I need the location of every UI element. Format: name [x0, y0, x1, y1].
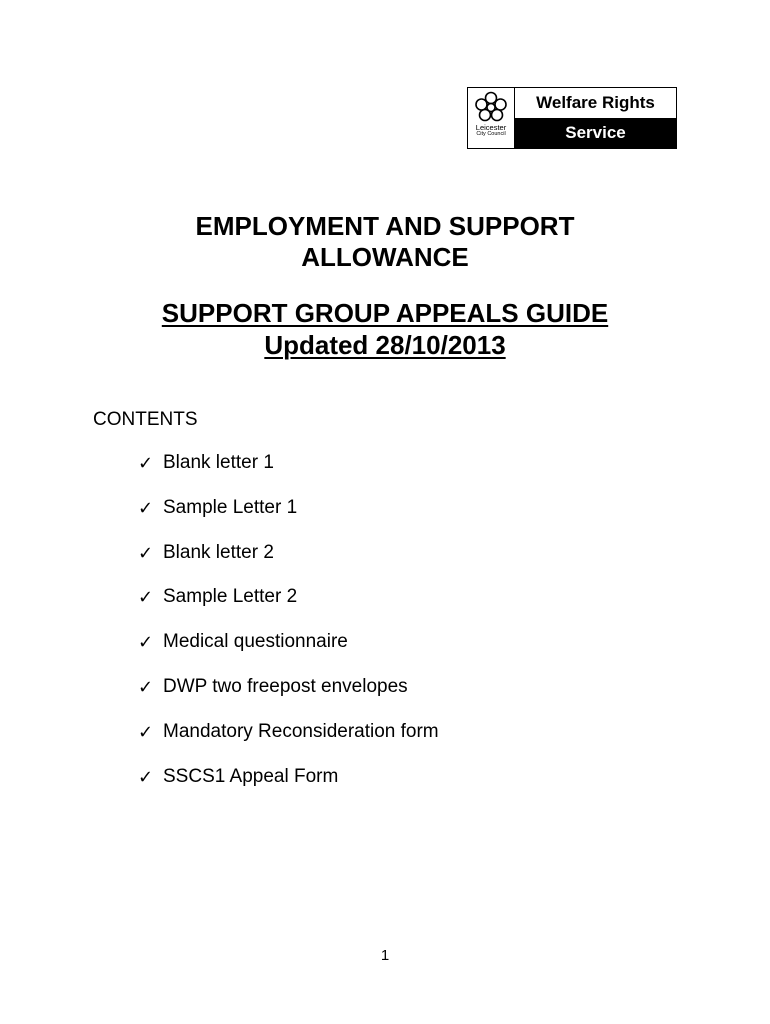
- list-item: [138, 765, 439, 810]
- service-name-line2: Service: [515, 118, 676, 148]
- list-item: [138, 541, 439, 586]
- checkmark-icon: ✓: [138, 453, 154, 473]
- list-item: [138, 630, 439, 675]
- council-name: Leicester: [475, 123, 507, 132]
- document-subtitle-line1: SUPPORT GROUP APPEALS GUIDE: [161, 298, 609, 328]
- contents-list: [138, 451, 439, 809]
- checkmark-icon: ✓: [138, 587, 154, 608]
- checkmark-icon: ✓: [138, 632, 154, 653]
- checkmark-icon: ✓: [138, 766, 154, 787]
- service-name-block: [515, 88, 676, 148]
- page-number: 1: [380, 947, 390, 964]
- list-item: [138, 451, 439, 496]
- checkmark-icon: ✓: [138, 676, 154, 697]
- list-item-label: Blank letter 2: [163, 541, 274, 563]
- list-item-label: SSCS1 Appeal Form: [163, 765, 339, 787]
- checkmark-icon: ✓: [138, 721, 154, 742]
- list-item: [138, 720, 439, 765]
- council-subname: City Council: [476, 131, 506, 137]
- service-name-line1: Welfare Rights: [515, 88, 676, 118]
- checkmark-icon: ✓: [138, 497, 154, 518]
- council-emblem: [468, 88, 515, 148]
- contents-heading: CONTENTS: [93, 409, 198, 430]
- list-item: [138, 675, 439, 720]
- document-subtitle-line2: Updated 28/10/2013: [264, 330, 506, 360]
- rose-emblem-icon: [474, 91, 508, 123]
- welfare-rights-logo: [467, 87, 677, 149]
- list-item-label: DWP two freepost envelopes: [163, 675, 408, 697]
- list-item-label: Mandatory Reconsideration form: [163, 720, 439, 742]
- list-item: [138, 496, 439, 541]
- list-item-label: Blank letter 1: [163, 452, 274, 473]
- list-item: [138, 585, 439, 630]
- document-title-line1: EMPLOYMENT AND SUPPORT: [195, 211, 575, 241]
- checkmark-icon: ✓: [138, 542, 154, 563]
- list-item-label: Sample Letter 1: [163, 496, 298, 518]
- list-item-label: Sample Letter 2: [163, 586, 298, 608]
- list-item-label: Medical questionnaire: [163, 631, 348, 653]
- document-title-line2: ALLOWANCE: [301, 242, 469, 272]
